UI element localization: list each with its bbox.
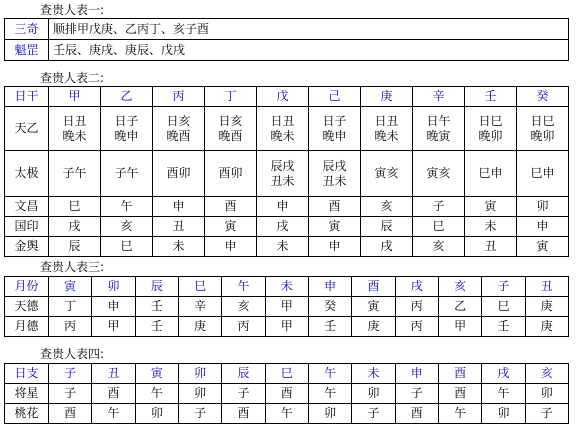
t4-cell: 卯 — [178, 384, 221, 404]
table2-cell-line: 戌 — [380, 239, 393, 253]
t4-cell: 卯 — [525, 384, 568, 404]
t3-row-label: 天德 — [5, 297, 49, 317]
table2-row-label: 太极 — [5, 151, 49, 197]
table3 — [4, 276, 569, 337]
t3-header-cell: 丑 — [525, 277, 568, 297]
table2-caption: 查贵人表二: — [40, 71, 105, 85]
t3-cell: 壬 — [482, 317, 525, 337]
table2-row-label: 天乙 — [5, 107, 49, 151]
table2-cell-line: 晚未 — [270, 128, 295, 143]
t3-cell: 壬 — [135, 317, 178, 337]
t4-header-row — [5, 364, 569, 384]
t3-cell: 丙 — [395, 297, 438, 317]
table2-cell-line: 寅亥 — [374, 166, 399, 180]
table2-cell-line: 巳 — [120, 239, 133, 253]
t3-cell: 庚 — [352, 317, 395, 337]
table2-header-cell: 庚 — [361, 87, 413, 107]
table2-cell-line: 申 — [276, 199, 289, 213]
table2-cell-line: 晚未 — [374, 128, 399, 143]
table2-cell-line: 巳 — [432, 219, 445, 233]
table2-cell — [361, 237, 413, 257]
t3-cell: 丙 — [222, 317, 265, 337]
t3-cell: 甲 — [265, 317, 308, 337]
t3-row — [5, 297, 569, 317]
t3-row — [5, 317, 569, 337]
t4-row — [5, 384, 569, 404]
t4-header-cell: 申 — [395, 364, 438, 384]
table2-cell — [101, 151, 153, 197]
t4-cell: 子 — [222, 384, 265, 404]
t3-cell: 甲 — [92, 317, 135, 337]
table2-row-label: 金舆 — [5, 237, 49, 257]
t4-cell: 酉 — [395, 404, 438, 424]
table2-cell-line: 辰 — [380, 219, 393, 233]
table2-cell-line: 日丑 — [270, 113, 295, 128]
table2-cell — [49, 107, 101, 151]
table2-cell-line: 酉卯 — [166, 166, 191, 180]
t3-header-cell: 卯 — [92, 277, 135, 297]
t3-cell: 申 — [92, 297, 135, 317]
table2-cell-line: 晚卯 — [530, 128, 555, 143]
table2-cell-line: 日子 — [322, 113, 347, 128]
t4-cell: 酉 — [92, 384, 135, 404]
table2-cell-line: 巳申 — [530, 166, 555, 180]
t4-cell: 卯 — [482, 404, 525, 424]
table2-cell — [257, 237, 309, 257]
table2-cell — [413, 217, 465, 237]
table2-cell-line: 日丑 — [62, 113, 87, 128]
t3-header-cell: 亥 — [438, 277, 481, 297]
table2-header-cell: 丙 — [153, 87, 205, 107]
table2-cell — [205, 107, 257, 151]
t4-header-cell: 酉 — [438, 364, 481, 384]
table2-header-cell: 辛 — [413, 87, 465, 107]
table2-cell-line: 卯 — [536, 199, 549, 213]
table2-cell — [205, 197, 257, 217]
t3-header-cell: 巳 — [178, 277, 221, 297]
t3-header-cell: 戌 — [395, 277, 438, 297]
t4-cell: 子 — [178, 404, 221, 424]
t3-row-label: 月德 — [5, 317, 49, 337]
table1-row — [5, 19, 569, 40]
t3-header-cell: 申 — [308, 277, 351, 297]
table2-header-cell: 戊 — [257, 87, 309, 107]
table2-cell — [309, 107, 361, 151]
table2-cell-line: 辰 — [68, 239, 81, 253]
t4-cell: 卯 — [352, 384, 395, 404]
table2-cell — [413, 151, 465, 197]
t4-cell: 卯 — [308, 404, 351, 424]
table2-cell-line: 辰戌 — [322, 158, 347, 173]
t4-header-cell: 卯 — [178, 364, 221, 384]
table2-cell-line: 丑未 — [322, 173, 347, 188]
table2-cell-line: 子 — [432, 199, 445, 213]
table2-cell-line: 亥 — [120, 219, 133, 233]
table2-cell — [517, 217, 569, 237]
table1-row-label: 三奇 — [5, 19, 49, 40]
table2-cell-line: 晚申 — [114, 128, 139, 143]
table2-cell-line: 子午 — [114, 166, 139, 180]
t4-cell: 午 — [438, 404, 481, 424]
table2-header-cell: 癸 — [517, 87, 569, 107]
table1-row — [5, 40, 569, 61]
table3-caption: 查贵人表三: — [40, 260, 105, 274]
table2-cell-line: 酉 — [224, 199, 237, 213]
t3-cell: 亥 — [222, 297, 265, 317]
table2-header-cell: 乙 — [101, 87, 153, 107]
table2-cell — [309, 197, 361, 217]
table2-cell-line: 寅亥 — [426, 166, 451, 180]
table2-cell — [361, 197, 413, 217]
table2-cell-line: 戌 — [68, 219, 81, 233]
table2-cell-line: 午 — [120, 199, 133, 213]
t3-cell: 甲 — [265, 297, 308, 317]
table2-cell — [517, 151, 569, 197]
table2-cell — [465, 107, 517, 151]
t4-cell: 子 — [395, 384, 438, 404]
t3-cell: 巳 — [482, 297, 525, 317]
table2-cell-line: 寅 — [224, 219, 237, 233]
t4-cell: 午 — [92, 404, 135, 424]
t3-cell: 庚 — [525, 297, 568, 317]
table2-header-row — [5, 87, 569, 107]
t4-cell: 午 — [265, 404, 308, 424]
t4-header-cell: 辰 — [222, 364, 265, 384]
table2-cell — [153, 107, 205, 151]
table2-cell — [465, 237, 517, 257]
table2-header-cell: 壬 — [465, 87, 517, 107]
t4-header-cell: 丑 — [92, 364, 135, 384]
table2-cell — [101, 197, 153, 217]
table2-cell-line: 晚酉 — [166, 128, 191, 143]
table2-cell — [413, 197, 465, 217]
t3-cell: 庚 — [525, 317, 568, 337]
table2-cell — [309, 151, 361, 197]
table2-cell — [517, 107, 569, 151]
t3-cell: 癸 — [308, 297, 351, 317]
table2-cell — [309, 217, 361, 237]
table2-cell — [413, 107, 465, 151]
table2-cell-line: 丑 — [484, 239, 497, 253]
t3-cell: 寅 — [352, 297, 395, 317]
table2-cell-line: 寅 — [328, 219, 341, 233]
table2-header-cell: 己 — [309, 87, 361, 107]
table2-cell-line: 寅 — [536, 239, 549, 253]
table2-header-cell: 甲 — [49, 87, 101, 107]
table2-cell-line: 亥 — [380, 199, 393, 213]
table2-cell-line: 寅 — [484, 199, 497, 213]
table2-cell-line: 晚未 — [62, 128, 87, 143]
table2-cell-line: 丑 — [172, 219, 185, 233]
table2-cell — [257, 107, 309, 151]
t4-cell: 午 — [482, 384, 525, 404]
table2-cell — [413, 237, 465, 257]
table2-cell-line: 丑未 — [270, 173, 295, 188]
table2-cell — [205, 217, 257, 237]
t4-row-label: 桃花 — [5, 404, 49, 424]
table2-cell-line: 日巳 — [530, 113, 555, 128]
t3-header-cell: 子 — [482, 277, 525, 297]
t4-header-cell: 寅 — [135, 364, 178, 384]
table2-cell — [101, 237, 153, 257]
t3-cell: 丙 — [395, 317, 438, 337]
table2-row — [5, 217, 569, 237]
t4-cell: 午 — [308, 384, 351, 404]
table2-cell-line: 日丑 — [374, 113, 399, 128]
table2-row — [5, 237, 569, 257]
t3-cell: 辛 — [178, 297, 221, 317]
table2-cell-line: 日亥 — [166, 113, 191, 128]
table2-cell-line: 晚卯 — [478, 128, 503, 143]
table2-cell — [101, 217, 153, 237]
table2-header-cell: 丁 — [205, 87, 257, 107]
table2-cell-line: 巳 — [68, 199, 81, 213]
t4-cell: 子 — [352, 404, 395, 424]
table2-row — [5, 151, 569, 197]
table2-cell-line: 未 — [484, 219, 497, 233]
t3-cell: 壬 — [135, 297, 178, 317]
t4-header-cell: 未 — [352, 364, 395, 384]
table2-cell — [465, 197, 517, 217]
table2-cell-line: 日亥 — [218, 113, 243, 128]
t3-header-row — [5, 277, 569, 297]
t4-header-cell: 子 — [49, 364, 92, 384]
table1 — [4, 18, 569, 61]
table2-cell-line: 晚寅 — [426, 128, 451, 143]
table2-row — [5, 197, 569, 217]
table2-cell-line: 酉 — [328, 199, 341, 213]
table2-cell — [309, 237, 361, 257]
table2-cell-line: 日巳 — [478, 113, 503, 128]
t4-cell: 子 — [49, 384, 92, 404]
table2-cell-line: 申 — [536, 219, 549, 233]
table2-cell — [153, 217, 205, 237]
table2-cell-line: 申 — [224, 239, 237, 253]
table2-cell — [361, 217, 413, 237]
t3-cell: 壬 — [308, 317, 351, 337]
table1-caption: 查贵人表一: — [40, 3, 105, 17]
table2-cell — [257, 197, 309, 217]
table2-cell-line: 晚申 — [322, 128, 347, 143]
table2-cell-line: 亥 — [432, 239, 445, 253]
table2-cell — [49, 151, 101, 197]
table2-cell-line: 巳申 — [478, 166, 503, 180]
table2-cell — [153, 197, 205, 217]
table2-cell-line: 日子 — [114, 113, 139, 128]
table2-header-cell: 日干 — [5, 87, 49, 107]
table2-cell — [205, 237, 257, 257]
t3-header-cell: 寅 — [49, 277, 92, 297]
table2-cell-line: 辰戌 — [270, 158, 295, 173]
t4-cell: 子 — [525, 404, 568, 424]
t4-cell: 酉 — [222, 404, 265, 424]
table4 — [4, 363, 569, 424]
table2-cell-line: 戌 — [276, 219, 289, 233]
t3-cell: 甲 — [438, 317, 481, 337]
table2-cell-line: 申 — [172, 199, 185, 213]
t3-cell: 丁 — [49, 297, 92, 317]
t4-header-cell: 午 — [308, 364, 351, 384]
t4-cell: 卯 — [135, 404, 178, 424]
table1-row-label: 魁罡 — [5, 40, 49, 61]
table2-cell — [101, 107, 153, 151]
table2-cell — [465, 217, 517, 237]
t4-header-cell: 巳 — [265, 364, 308, 384]
t3-header-cell: 月份 — [5, 277, 49, 297]
table2-cell — [465, 151, 517, 197]
table2-cell-line: 申 — [328, 239, 341, 253]
table2-cell — [517, 197, 569, 217]
t3-cell: 庚 — [178, 317, 221, 337]
table2-cell — [153, 151, 205, 197]
t3-header-cell: 未 — [265, 277, 308, 297]
table1-row-value: 顺排甲戊庚、乙丙丁、亥子酉 — [49, 19, 569, 40]
t4-cell: 酉 — [438, 384, 481, 404]
t3-header-cell: 辰 — [135, 277, 178, 297]
table2-cell — [361, 151, 413, 197]
table4-caption: 查贵人表四: — [40, 347, 105, 361]
table2-row-label: 国印 — [5, 217, 49, 237]
table2-cell — [257, 217, 309, 237]
table2-cell — [257, 151, 309, 197]
table2-cell — [49, 237, 101, 257]
t4-header-cell: 日支 — [5, 364, 49, 384]
t4-header-cell: 戌 — [482, 364, 525, 384]
t3-header-cell: 酉 — [352, 277, 395, 297]
table2-cell-line: 日午 — [426, 113, 451, 128]
t3-cell: 丙 — [49, 317, 92, 337]
t3-cell: 乙 — [438, 297, 481, 317]
table2-cell-line: 未 — [276, 239, 289, 253]
table2-row — [5, 107, 569, 151]
table2-cell-line: 未 — [172, 239, 185, 253]
table2-cell — [361, 107, 413, 151]
t4-cell: 酉 — [265, 384, 308, 404]
t4-row-label: 将星 — [5, 384, 49, 404]
table2-cell — [205, 151, 257, 197]
table2-cell — [153, 237, 205, 257]
table2-row-label: 文昌 — [5, 197, 49, 217]
t4-cell: 午 — [135, 384, 178, 404]
t4-header-cell: 亥 — [525, 364, 568, 384]
table2-cell — [49, 217, 101, 237]
t4-row — [5, 404, 569, 424]
table2-cell-line: 晚酉 — [218, 128, 243, 143]
table2-cell-line: 子午 — [62, 166, 87, 180]
table2-cell — [49, 197, 101, 217]
t4-cell: 酉 — [49, 404, 92, 424]
table2 — [4, 86, 569, 257]
table2-cell — [517, 237, 569, 257]
t3-header-cell: 午 — [222, 277, 265, 297]
table1-row-value: 壬辰、庚戌、庚辰、戊戌 — [49, 40, 569, 61]
table2-cell-line: 酉卯 — [218, 166, 243, 180]
